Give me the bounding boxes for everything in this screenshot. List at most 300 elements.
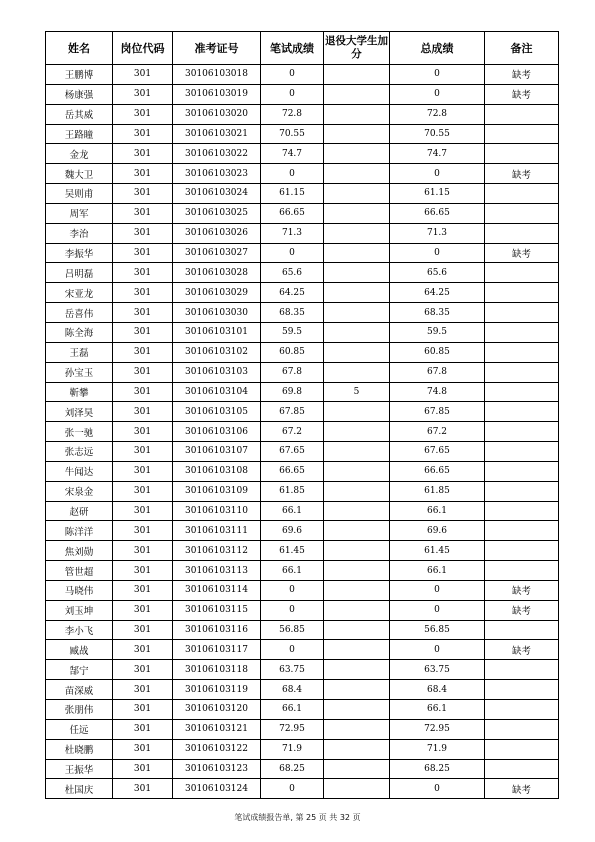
- cell-post-code: 301: [113, 362, 173, 382]
- cell-veteran-bonus: [324, 342, 390, 362]
- cell-note: [485, 700, 559, 720]
- cell-veteran-bonus: [324, 243, 390, 263]
- cell-post-code: 301: [113, 283, 173, 303]
- cell-ticket-no: 30106103105: [173, 402, 261, 422]
- cell-written-score: 72.95: [261, 719, 324, 739]
- cell-written-score: 67.2: [261, 422, 324, 442]
- cell-veteran-bonus: [324, 283, 390, 303]
- cell-name: 任远: [46, 719, 113, 739]
- cell-written-score: 60.85: [261, 342, 324, 362]
- cell-veteran-bonus: [324, 322, 390, 342]
- table-row: [46, 303, 559, 323]
- cell-name: 杜晓鹏: [46, 739, 113, 759]
- cell-written-score: 74.7: [261, 144, 324, 164]
- table-body: [46, 65, 559, 799]
- cell-name: 吴则甫: [46, 184, 113, 204]
- cell-veteran-bonus: [324, 680, 390, 700]
- cell-name: 宋亚龙: [46, 283, 113, 303]
- cell-post-code: 301: [113, 263, 173, 283]
- cell-veteran-bonus: [324, 719, 390, 739]
- table-row: [46, 84, 559, 104]
- cell-name: 牛闻达: [46, 461, 113, 481]
- table-row: [46, 184, 559, 204]
- cell-total-score: 67.65: [390, 442, 485, 462]
- cell-post-code: 301: [113, 620, 173, 640]
- cell-total-score: 0: [390, 779, 485, 799]
- cell-total-score: 0: [390, 65, 485, 85]
- cell-post-code: 301: [113, 461, 173, 481]
- header-post-code: 岗位代码: [113, 32, 173, 65]
- cell-name: 苗深威: [46, 680, 113, 700]
- cell-note: [485, 422, 559, 442]
- cell-veteran-bonus: [324, 184, 390, 204]
- cell-ticket-no: 30106103116: [173, 620, 261, 640]
- cell-ticket-no: 30106103021: [173, 124, 261, 144]
- cell-note: [485, 184, 559, 204]
- cell-written-score: 70.55: [261, 124, 324, 144]
- cell-veteran-bonus: [324, 501, 390, 521]
- cell-name: 靳攀: [46, 382, 113, 402]
- cell-written-score: 0: [261, 164, 324, 184]
- cell-ticket-no: 30106103123: [173, 759, 261, 779]
- cell-total-score: 70.55: [390, 124, 485, 144]
- cell-post-code: 301: [113, 442, 173, 462]
- cell-note: [485, 521, 559, 541]
- cell-name: 王路瞳: [46, 124, 113, 144]
- cell-name: 宋泉金: [46, 481, 113, 501]
- cell-veteran-bonus: [324, 759, 390, 779]
- cell-post-code: 301: [113, 600, 173, 620]
- cell-written-score: 0: [261, 65, 324, 85]
- table-row: [46, 640, 559, 660]
- cell-written-score: 67.8: [261, 362, 324, 382]
- table-row: [46, 779, 559, 799]
- cell-veteran-bonus: [324, 600, 390, 620]
- cell-total-score: 61.85: [390, 481, 485, 501]
- cell-total-score: 67.8: [390, 362, 485, 382]
- cell-name: 李治: [46, 223, 113, 243]
- cell-total-score: 61.45: [390, 541, 485, 561]
- cell-written-score: 56.85: [261, 620, 324, 640]
- cell-note: [485, 541, 559, 561]
- cell-note: [485, 481, 559, 501]
- cell-veteran-bonus: [324, 84, 390, 104]
- cell-name: 刘玉坤: [46, 600, 113, 620]
- cell-post-code: 301: [113, 561, 173, 581]
- cell-written-score: 68.35: [261, 303, 324, 323]
- cell-veteran-bonus: [324, 481, 390, 501]
- cell-veteran-bonus: [324, 144, 390, 164]
- cell-name: 王磊: [46, 342, 113, 362]
- cell-total-score: 69.6: [390, 521, 485, 541]
- table-row: [46, 680, 559, 700]
- cell-name: 李小飞: [46, 620, 113, 640]
- cell-post-code: 301: [113, 223, 173, 243]
- header-ticket-no: 准考证号: [173, 32, 261, 65]
- cell-note: [485, 442, 559, 462]
- cell-veteran-bonus: [324, 65, 390, 85]
- cell-name: 赵研: [46, 501, 113, 521]
- cell-ticket-no: 30106103107: [173, 442, 261, 462]
- cell-veteran-bonus: [324, 422, 390, 442]
- cell-veteran-bonus: [324, 561, 390, 581]
- cell-note: [485, 342, 559, 362]
- cell-post-code: 301: [113, 342, 173, 362]
- table-row: [46, 422, 559, 442]
- header-row: [46, 32, 559, 65]
- cell-written-score: 61.45: [261, 541, 324, 561]
- cell-written-score: 66.1: [261, 501, 324, 521]
- cell-note: [485, 223, 559, 243]
- cell-veteran-bonus: [324, 700, 390, 720]
- cell-post-code: 301: [113, 719, 173, 739]
- cell-ticket-no: 30106103019: [173, 84, 261, 104]
- cell-veteran-bonus: [324, 263, 390, 283]
- cell-ticket-no: 30106103026: [173, 223, 261, 243]
- cell-ticket-no: 30106103027: [173, 243, 261, 263]
- cell-written-score: 66.1: [261, 561, 324, 581]
- score-report-sheet: [45, 31, 558, 799]
- cell-ticket-no: 30106103025: [173, 203, 261, 223]
- cell-total-score: 67.85: [390, 402, 485, 422]
- cell-total-score: 72.8: [390, 104, 485, 124]
- cell-ticket-no: 30106103108: [173, 461, 261, 481]
- cell-post-code: 301: [113, 541, 173, 561]
- cell-name: 岳其威: [46, 104, 113, 124]
- cell-total-score: 74.8: [390, 382, 485, 402]
- cell-veteran-bonus: [324, 779, 390, 799]
- table-row: [46, 600, 559, 620]
- cell-note: [485, 303, 559, 323]
- cell-name: 张一驰: [46, 422, 113, 442]
- table-row: [46, 620, 559, 640]
- cell-written-score: 61.15: [261, 184, 324, 204]
- cell-total-score: 71.3: [390, 223, 485, 243]
- cell-veteran-bonus: [324, 203, 390, 223]
- cell-ticket-no: 30106103121: [173, 719, 261, 739]
- cell-note: [485, 263, 559, 283]
- cell-total-score: 65.6: [390, 263, 485, 283]
- cell-note: [485, 461, 559, 481]
- cell-total-score: 0: [390, 580, 485, 600]
- cell-post-code: 301: [113, 124, 173, 144]
- cell-name: 周军: [46, 203, 113, 223]
- cell-ticket-no: 30106103111: [173, 521, 261, 541]
- cell-ticket-no: 30106103120: [173, 700, 261, 720]
- table-row: [46, 124, 559, 144]
- table-row: [46, 481, 559, 501]
- cell-ticket-no: 30106103104: [173, 382, 261, 402]
- cell-written-score: 71.3: [261, 223, 324, 243]
- cell-note: [485, 402, 559, 422]
- cell-written-score: 71.9: [261, 739, 324, 759]
- cell-name: 王鹏博: [46, 65, 113, 85]
- cell-note: 缺考: [485, 65, 559, 85]
- cell-name: 金龙: [46, 144, 113, 164]
- cell-written-score: 0: [261, 580, 324, 600]
- cell-total-score: 0: [390, 600, 485, 620]
- cell-post-code: 301: [113, 65, 173, 85]
- cell-note: [485, 561, 559, 581]
- cell-post-code: 301: [113, 700, 173, 720]
- cell-name: 郜宁: [46, 660, 113, 680]
- cell-name: 王振华: [46, 759, 113, 779]
- cell-ticket-no: 30106103122: [173, 739, 261, 759]
- cell-veteran-bonus: [324, 362, 390, 382]
- cell-total-score: 66.1: [390, 501, 485, 521]
- cell-note: [485, 501, 559, 521]
- cell-name: 管世超: [46, 561, 113, 581]
- cell-post-code: 301: [113, 303, 173, 323]
- cell-total-score: 0: [390, 84, 485, 104]
- cell-post-code: 301: [113, 203, 173, 223]
- cell-veteran-bonus: [324, 124, 390, 144]
- cell-written-score: 68.4: [261, 680, 324, 700]
- cell-name: 陈洋洋: [46, 521, 113, 541]
- cell-note: [485, 104, 559, 124]
- cell-note: [485, 283, 559, 303]
- cell-written-score: 66.1: [261, 700, 324, 720]
- table-row: [46, 263, 559, 283]
- table-row: [46, 580, 559, 600]
- cell-written-score: 72.8: [261, 104, 324, 124]
- cell-post-code: 301: [113, 739, 173, 759]
- cell-veteran-bonus: [324, 541, 390, 561]
- cell-post-code: 301: [113, 164, 173, 184]
- table-row: [46, 561, 559, 581]
- cell-veteran-bonus: [324, 580, 390, 600]
- table-row: [46, 65, 559, 85]
- cell-note: [485, 660, 559, 680]
- cell-total-score: 72.95: [390, 719, 485, 739]
- cell-total-score: 64.25: [390, 283, 485, 303]
- cell-name: 杜国庆: [46, 779, 113, 799]
- cell-post-code: 301: [113, 680, 173, 700]
- cell-veteran-bonus: [324, 223, 390, 243]
- header-total-score: 总成绩: [390, 32, 485, 65]
- cell-total-score: 74.7: [390, 144, 485, 164]
- cell-ticket-no: 30106103117: [173, 640, 261, 660]
- cell-note: 缺考: [485, 84, 559, 104]
- cell-name: 魏大卫: [46, 164, 113, 184]
- cell-ticket-no: 30106103102: [173, 342, 261, 362]
- header-veteran-bonus: 退役大学生加分: [324, 32, 390, 65]
- cell-name: 张朋伟: [46, 700, 113, 720]
- cell-post-code: 301: [113, 501, 173, 521]
- table-row: [46, 322, 559, 342]
- cell-note: [485, 719, 559, 739]
- cell-ticket-no: 30106103112: [173, 541, 261, 561]
- cell-note: [485, 124, 559, 144]
- cell-veteran-bonus: [324, 402, 390, 422]
- cell-written-score: 65.6: [261, 263, 324, 283]
- cell-post-code: 301: [113, 402, 173, 422]
- cell-veteran-bonus: [324, 104, 390, 124]
- cell-post-code: 301: [113, 184, 173, 204]
- page-footer: 笔试成绩报告单, 第 25 页 共 32 页: [234, 813, 361, 822]
- header-written-score: 笔试成绩: [261, 32, 324, 65]
- cell-ticket-no: 30106103124: [173, 779, 261, 799]
- cell-total-score: 66.1: [390, 561, 485, 581]
- cell-post-code: 301: [113, 779, 173, 799]
- cell-post-code: 301: [113, 84, 173, 104]
- cell-total-score: 67.2: [390, 422, 485, 442]
- cell-name: 陈全海: [46, 322, 113, 342]
- cell-note: 缺考: [485, 600, 559, 620]
- cell-total-score: 56.85: [390, 620, 485, 640]
- cell-total-score: 0: [390, 243, 485, 263]
- cell-written-score: 0: [261, 600, 324, 620]
- cell-note: [485, 759, 559, 779]
- cell-post-code: 301: [113, 640, 173, 660]
- table-row: [46, 501, 559, 521]
- cell-post-code: 301: [113, 382, 173, 402]
- cell-name: 吕明磊: [46, 263, 113, 283]
- cell-written-score: 63.75: [261, 660, 324, 680]
- cell-post-code: 301: [113, 660, 173, 680]
- table-row: [46, 759, 559, 779]
- cell-ticket-no: 30106103024: [173, 184, 261, 204]
- cell-ticket-no: 30106103020: [173, 104, 261, 124]
- cell-post-code: 301: [113, 481, 173, 501]
- cell-veteran-bonus: [324, 521, 390, 541]
- cell-ticket-no: 30106103028: [173, 263, 261, 283]
- cell-note: [485, 144, 559, 164]
- cell-written-score: 67.85: [261, 402, 324, 422]
- cell-post-code: 301: [113, 104, 173, 124]
- cell-note: 缺考: [485, 243, 559, 263]
- cell-total-score: 0: [390, 164, 485, 184]
- cell-written-score: 0: [261, 779, 324, 799]
- cell-total-score: 66.1: [390, 700, 485, 720]
- cell-total-score: 63.75: [390, 660, 485, 680]
- cell-ticket-no: 30106103018: [173, 65, 261, 85]
- cell-name: 马晓伟: [46, 580, 113, 600]
- cell-name: 杨康强: [46, 84, 113, 104]
- cell-name: 臧战: [46, 640, 113, 660]
- cell-note: [485, 620, 559, 640]
- table-row: [46, 442, 559, 462]
- cell-veteran-bonus: 5: [324, 382, 390, 402]
- cell-written-score: 61.85: [261, 481, 324, 501]
- table-row: [46, 660, 559, 680]
- cell-ticket-no: 30106103115: [173, 600, 261, 620]
- cell-total-score: 68.35: [390, 303, 485, 323]
- cell-post-code: 301: [113, 422, 173, 442]
- cell-ticket-no: 30106103101: [173, 322, 261, 342]
- table-row: [46, 402, 559, 422]
- table-row: [46, 164, 559, 184]
- cell-ticket-no: 30106103114: [173, 580, 261, 600]
- cell-veteran-bonus: [324, 660, 390, 680]
- cell-written-score: 64.25: [261, 283, 324, 303]
- cell-veteran-bonus: [324, 303, 390, 323]
- cell-written-score: 0: [261, 640, 324, 660]
- cell-total-score: 0: [390, 640, 485, 660]
- cell-total-score: 61.15: [390, 184, 485, 204]
- table-row: [46, 521, 559, 541]
- cell-ticket-no: 30106103110: [173, 501, 261, 521]
- cell-total-score: 60.85: [390, 342, 485, 362]
- cell-total-score: 68.25: [390, 759, 485, 779]
- cell-ticket-no: 30106103103: [173, 362, 261, 382]
- cell-ticket-no: 30106103118: [173, 660, 261, 680]
- cell-post-code: 301: [113, 521, 173, 541]
- cell-veteran-bonus: [324, 461, 390, 481]
- cell-post-code: 301: [113, 322, 173, 342]
- cell-name: 刘泽昊: [46, 402, 113, 422]
- cell-note: 缺考: [485, 779, 559, 799]
- cell-written-score: 67.65: [261, 442, 324, 462]
- table-row: [46, 719, 559, 739]
- cell-written-score: 69.6: [261, 521, 324, 541]
- cell-note: 缺考: [485, 164, 559, 184]
- cell-ticket-no: 30106103030: [173, 303, 261, 323]
- cell-note: 缺考: [485, 640, 559, 660]
- cell-veteran-bonus: [324, 640, 390, 660]
- cell-post-code: 301: [113, 144, 173, 164]
- cell-veteran-bonus: [324, 739, 390, 759]
- cell-written-score: 66.65: [261, 461, 324, 481]
- cell-total-score: 68.4: [390, 680, 485, 700]
- cell-veteran-bonus: [324, 164, 390, 184]
- cell-note: [485, 362, 559, 382]
- cell-total-score: 66.65: [390, 203, 485, 223]
- cell-ticket-no: 30106103113: [173, 561, 261, 581]
- table-row: [46, 243, 559, 263]
- cell-post-code: 301: [113, 580, 173, 600]
- table-row: [46, 700, 559, 720]
- cell-post-code: 301: [113, 243, 173, 263]
- table-header: [46, 32, 559, 65]
- cell-ticket-no: 30106103119: [173, 680, 261, 700]
- cell-total-score: 71.9: [390, 739, 485, 759]
- table-row: [46, 739, 559, 759]
- cell-note: 缺考: [485, 580, 559, 600]
- cell-ticket-no: 30106103022: [173, 144, 261, 164]
- table-row: [46, 362, 559, 382]
- score-table: [45, 31, 559, 799]
- cell-veteran-bonus: [324, 620, 390, 640]
- cell-written-score: 68.25: [261, 759, 324, 779]
- cell-written-score: 66.65: [261, 203, 324, 223]
- cell-written-score: 59.5: [261, 322, 324, 342]
- cell-note: [485, 680, 559, 700]
- cell-ticket-no: 30106103109: [173, 481, 261, 501]
- table-row: [46, 223, 559, 243]
- cell-name: 孙宝玉: [46, 362, 113, 382]
- cell-name: 焦刘勋: [46, 541, 113, 561]
- cell-post-code: 301: [113, 759, 173, 779]
- cell-note: [485, 739, 559, 759]
- header-note: 备注: [485, 32, 559, 65]
- cell-name: 张志远: [46, 442, 113, 462]
- table-row: [46, 461, 559, 481]
- cell-ticket-no: 30106103023: [173, 164, 261, 184]
- table-row: [46, 342, 559, 362]
- table-row: [46, 382, 559, 402]
- header-name: 姓名: [46, 32, 113, 65]
- cell-note: [485, 382, 559, 402]
- cell-note: [485, 203, 559, 223]
- table-row: [46, 144, 559, 164]
- table-row: [46, 104, 559, 124]
- cell-written-score: 0: [261, 84, 324, 104]
- cell-total-score: 59.5: [390, 322, 485, 342]
- table-row: [46, 203, 559, 223]
- cell-ticket-no: 30106103106: [173, 422, 261, 442]
- cell-name: 岳喜伟: [46, 303, 113, 323]
